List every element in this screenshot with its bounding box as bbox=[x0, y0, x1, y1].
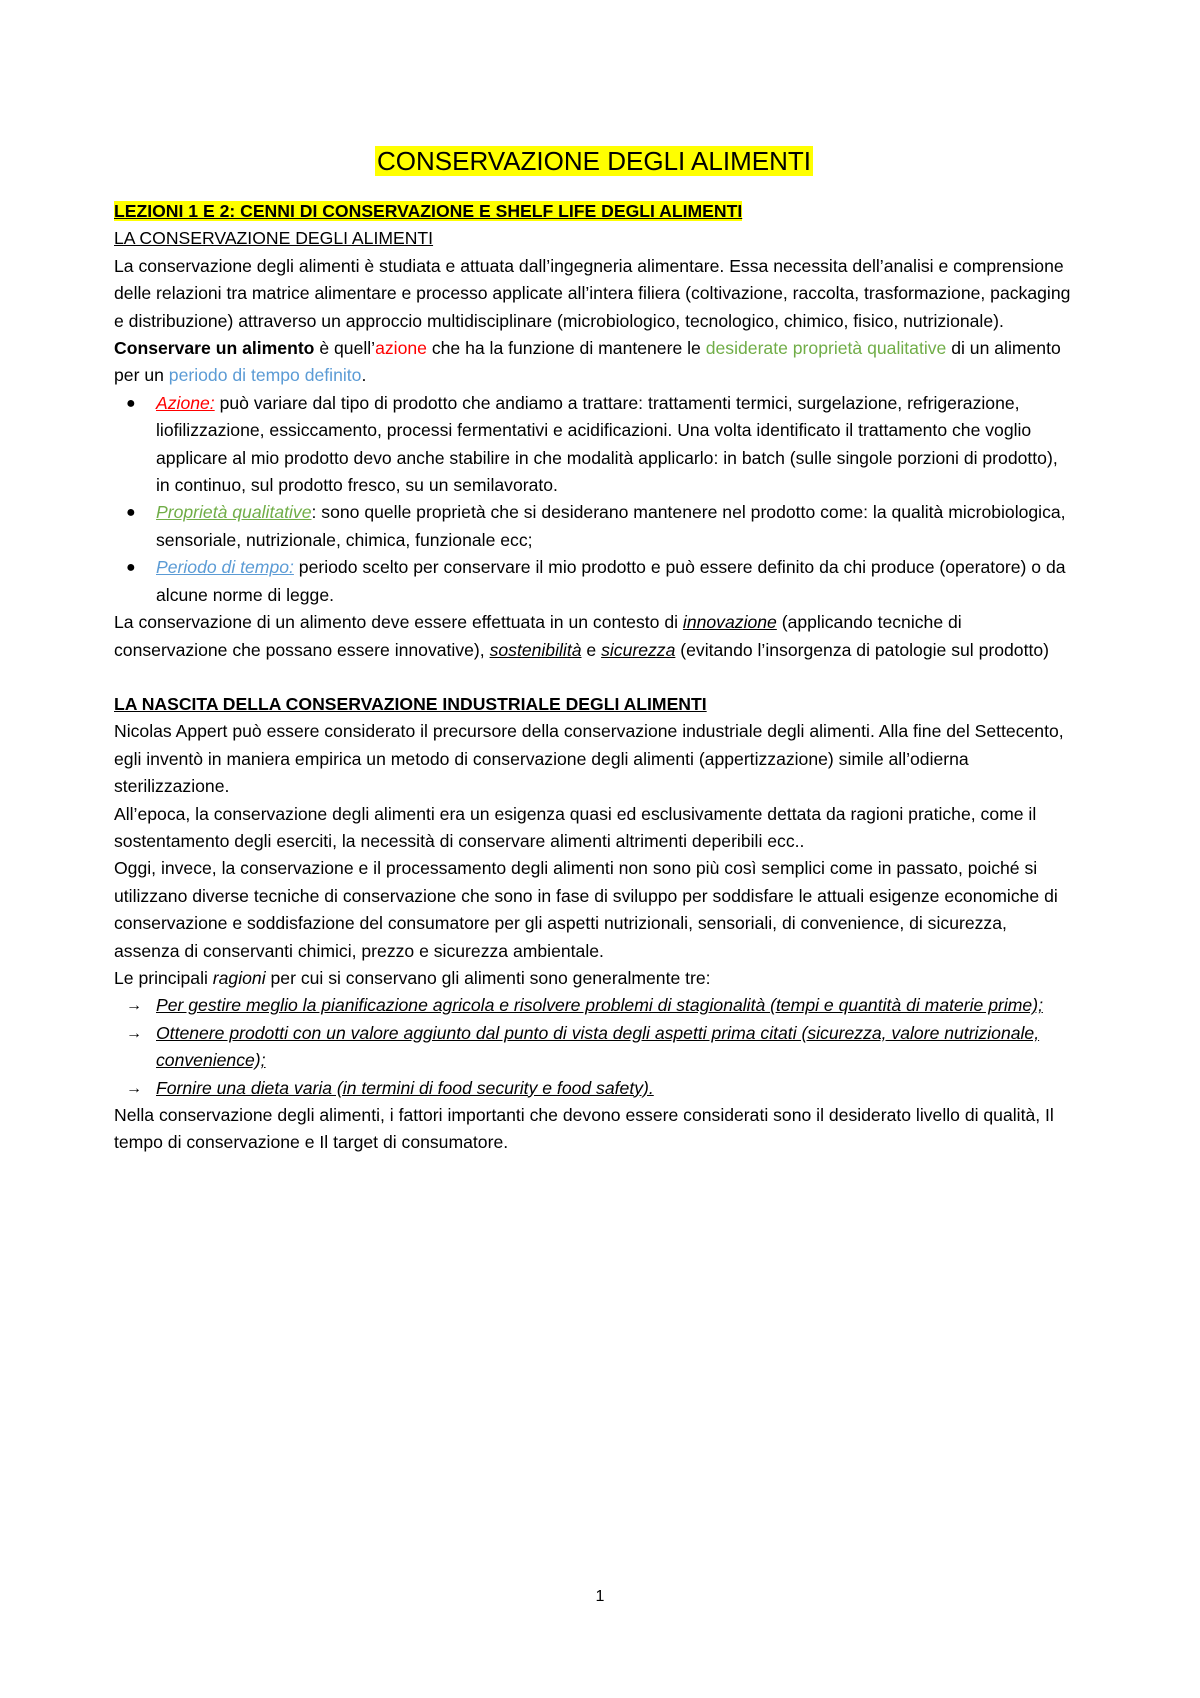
definition-bold: Conservare un alimento bbox=[114, 338, 315, 359]
list-item bbox=[126, 390, 1074, 500]
closing-sicurezza: sicurezza bbox=[601, 639, 676, 660]
bullet-icon: ● bbox=[126, 504, 136, 522]
section2-heading-line bbox=[114, 691, 1074, 718]
section2-paragraph-5: Nella conservazione degli alimenti, i fattori importanti che devono essere considerati sono il desiderato livello di qualità, Il tempo di conservazione e Il target di consumatore. bbox=[114, 1105, 1054, 1153]
section1-heading: LA CONSERVAZIONE DEGLI ALIMENTI bbox=[114, 228, 434, 249]
closing-part-1: La conservazione di un alimento deve essere effettuata in un contesto di bbox=[114, 612, 683, 633]
definition-part-1: è quell’ bbox=[314, 338, 376, 359]
definition-part-2: che ha la funzione di mantenere le bbox=[426, 338, 706, 359]
bullet-term-azione: Azione: bbox=[156, 392, 215, 413]
reasons-part-2: per cui si conservano gli alimenti sono generalmente tre: bbox=[265, 967, 711, 988]
section2-paragraph-3: Oggi, invece, la conservazione e il processamento degli alimenti non sono più così semplici come in passato, poiché si utilizzano diverse tecniche di conservazione che sono in fase di sviluppo per soddisfare le attuali esigenze economiche di conservazione e soddisfazione del consumatore per gli aspetti nutrizionali, sensoriali, di convenience, di sicurezza, assenza di conservanti chimici, prezzo e sicurezza ambientale. bbox=[114, 858, 1058, 961]
definition-part-4: . bbox=[361, 365, 367, 386]
closing-part-3: e bbox=[581, 639, 602, 660]
section2-paragraph-2: All’epoca, la conservazione degli alimenti era un esigenza quasi ed esclusivamente dettata da ragioni pratiche, come il sostentamento degli eserciti, la necessità di conservare alimenti altrimenti deperibili ecc.. bbox=[114, 803, 1037, 851]
list-item bbox=[126, 554, 1074, 609]
bullet-term-qualitative: Proprietà qualitative bbox=[156, 502, 312, 523]
page-content bbox=[114, 142, 1074, 1157]
section2-heading: LA NASCITA DELLA CONSERVAZIONE INDUSTRIALE DEGLI ALIMENTI bbox=[114, 693, 707, 714]
list-item bbox=[126, 1075, 1074, 1102]
closing-part-4: (evitando l’insorgenza di patologie sul prodotto) bbox=[675, 639, 1049, 660]
arrow-right-icon: → bbox=[126, 997, 142, 1015]
definition-azione: azione bbox=[375, 338, 427, 359]
definition-part-3: di un alimento per un bbox=[114, 338, 1061, 386]
title-wrapper bbox=[114, 142, 1074, 180]
reasons-list bbox=[114, 992, 1074, 1102]
reasons-part-1: Le principali bbox=[114, 967, 213, 988]
arrow-right-icon: → bbox=[126, 1079, 142, 1097]
section1-heading-line bbox=[114, 225, 1074, 252]
reasons-ragioni: ragioni bbox=[212, 967, 266, 988]
bullet-term-periodo: Periodo di tempo: bbox=[156, 557, 294, 578]
closing-innovazione: innovazione bbox=[682, 612, 777, 633]
section1-closing bbox=[114, 609, 1074, 664]
definition-periodo: periodo di tempo definito bbox=[168, 365, 362, 386]
arrow-right-icon: → bbox=[126, 1024, 142, 1042]
section2-paragraph-1: Nicolas Appert può essere considerato il precursore della conservazione industriale degli alimenti. Alla fine del Settecento, egli inventò in maniera empirica un metodo di conservazione degli alimenti (appertizzazione) simile all’odierna sterilizzazione. bbox=[114, 721, 1064, 797]
bullet-text: può variare dal tipo di prodotto che andiamo a trattare: trattamenti termici, surgelazione, refrigerazione, liofilizzazione, essiccamento, processi fermentativi e acidificazioni. Una volta identificato il trattamento che voglio applicare al mio prodotto devo anche stabilire in che modalità applicarlo: in batch (sulle singole porzioni di prodotto), in continuo, sul prodotto fresco, su un semilavorato. bbox=[156, 392, 1058, 496]
bullet-text: : sono quelle proprietà che si desiderano mantenere nel prodotto come: la qualità microbiologica, sensoriale, nutrizionale, chimica, funzionale ecc; bbox=[156, 502, 1066, 550]
list-item bbox=[126, 992, 1074, 1019]
bullet-icon: ● bbox=[126, 394, 136, 412]
list-item bbox=[126, 1020, 1074, 1075]
definition-bullets bbox=[114, 390, 1074, 609]
section1-intro: La conservazione degli alimenti è studiata e attuata dall’ingegneria alimentare. Essa necessita dell’analisi e comprensione delle relazioni tra matrice alimentare e processo applicate all’intera filiera (coltivazione, raccolta, trasformazione, packaging e distribuzione) attraverso un approccio multidisciplinare (microbiologico, tecnologico, chimico, fisico, nutrizionale). bbox=[114, 255, 1071, 331]
list-item bbox=[126, 499, 1074, 554]
closing-sostenibilita: sostenibilità bbox=[489, 639, 582, 660]
document-title: CONSERVAZIONE DEGLI ALIMENTI bbox=[377, 146, 811, 176]
section2-paragraph-4 bbox=[114, 965, 1074, 992]
reason-text: Per gestire meglio la pianificazione agricola e risolvere problemi di stagionalità (tempi e quantità di materie prime); bbox=[156, 995, 1043, 1016]
closing-part-2: (applicando tecniche di conservazione che possano essere innovative), bbox=[114, 612, 962, 660]
page-number: 1 bbox=[595, 1588, 605, 1605]
spacer bbox=[114, 664, 1074, 691]
lesson-heading: LEZIONI 1 E 2: CENNI DI CONSERVAZIONE E SHELF LIFE DEGLI ALIMENTI bbox=[114, 201, 743, 221]
definition-qualitative: desiderate proprietà qualitative bbox=[705, 338, 947, 359]
reason-text: Ottenere prodotti con un valore aggiunto dal punto di vista degli aspetti prima citati (sicurezza, valore nutrizionale, convenience); bbox=[156, 1022, 1040, 1071]
lesson-heading-line bbox=[114, 198, 1074, 225]
bullet-icon: ● bbox=[126, 559, 136, 577]
bullet-text: periodo scelto per conservare il mio prodotto e può essere definito da chi produce (operatore) o da alcune norme di legge. bbox=[156, 557, 1066, 605]
definition-paragraph bbox=[114, 335, 1074, 390]
reason-text: Fornire una dieta varia (in termini di food security e food safety). bbox=[156, 1077, 654, 1098]
